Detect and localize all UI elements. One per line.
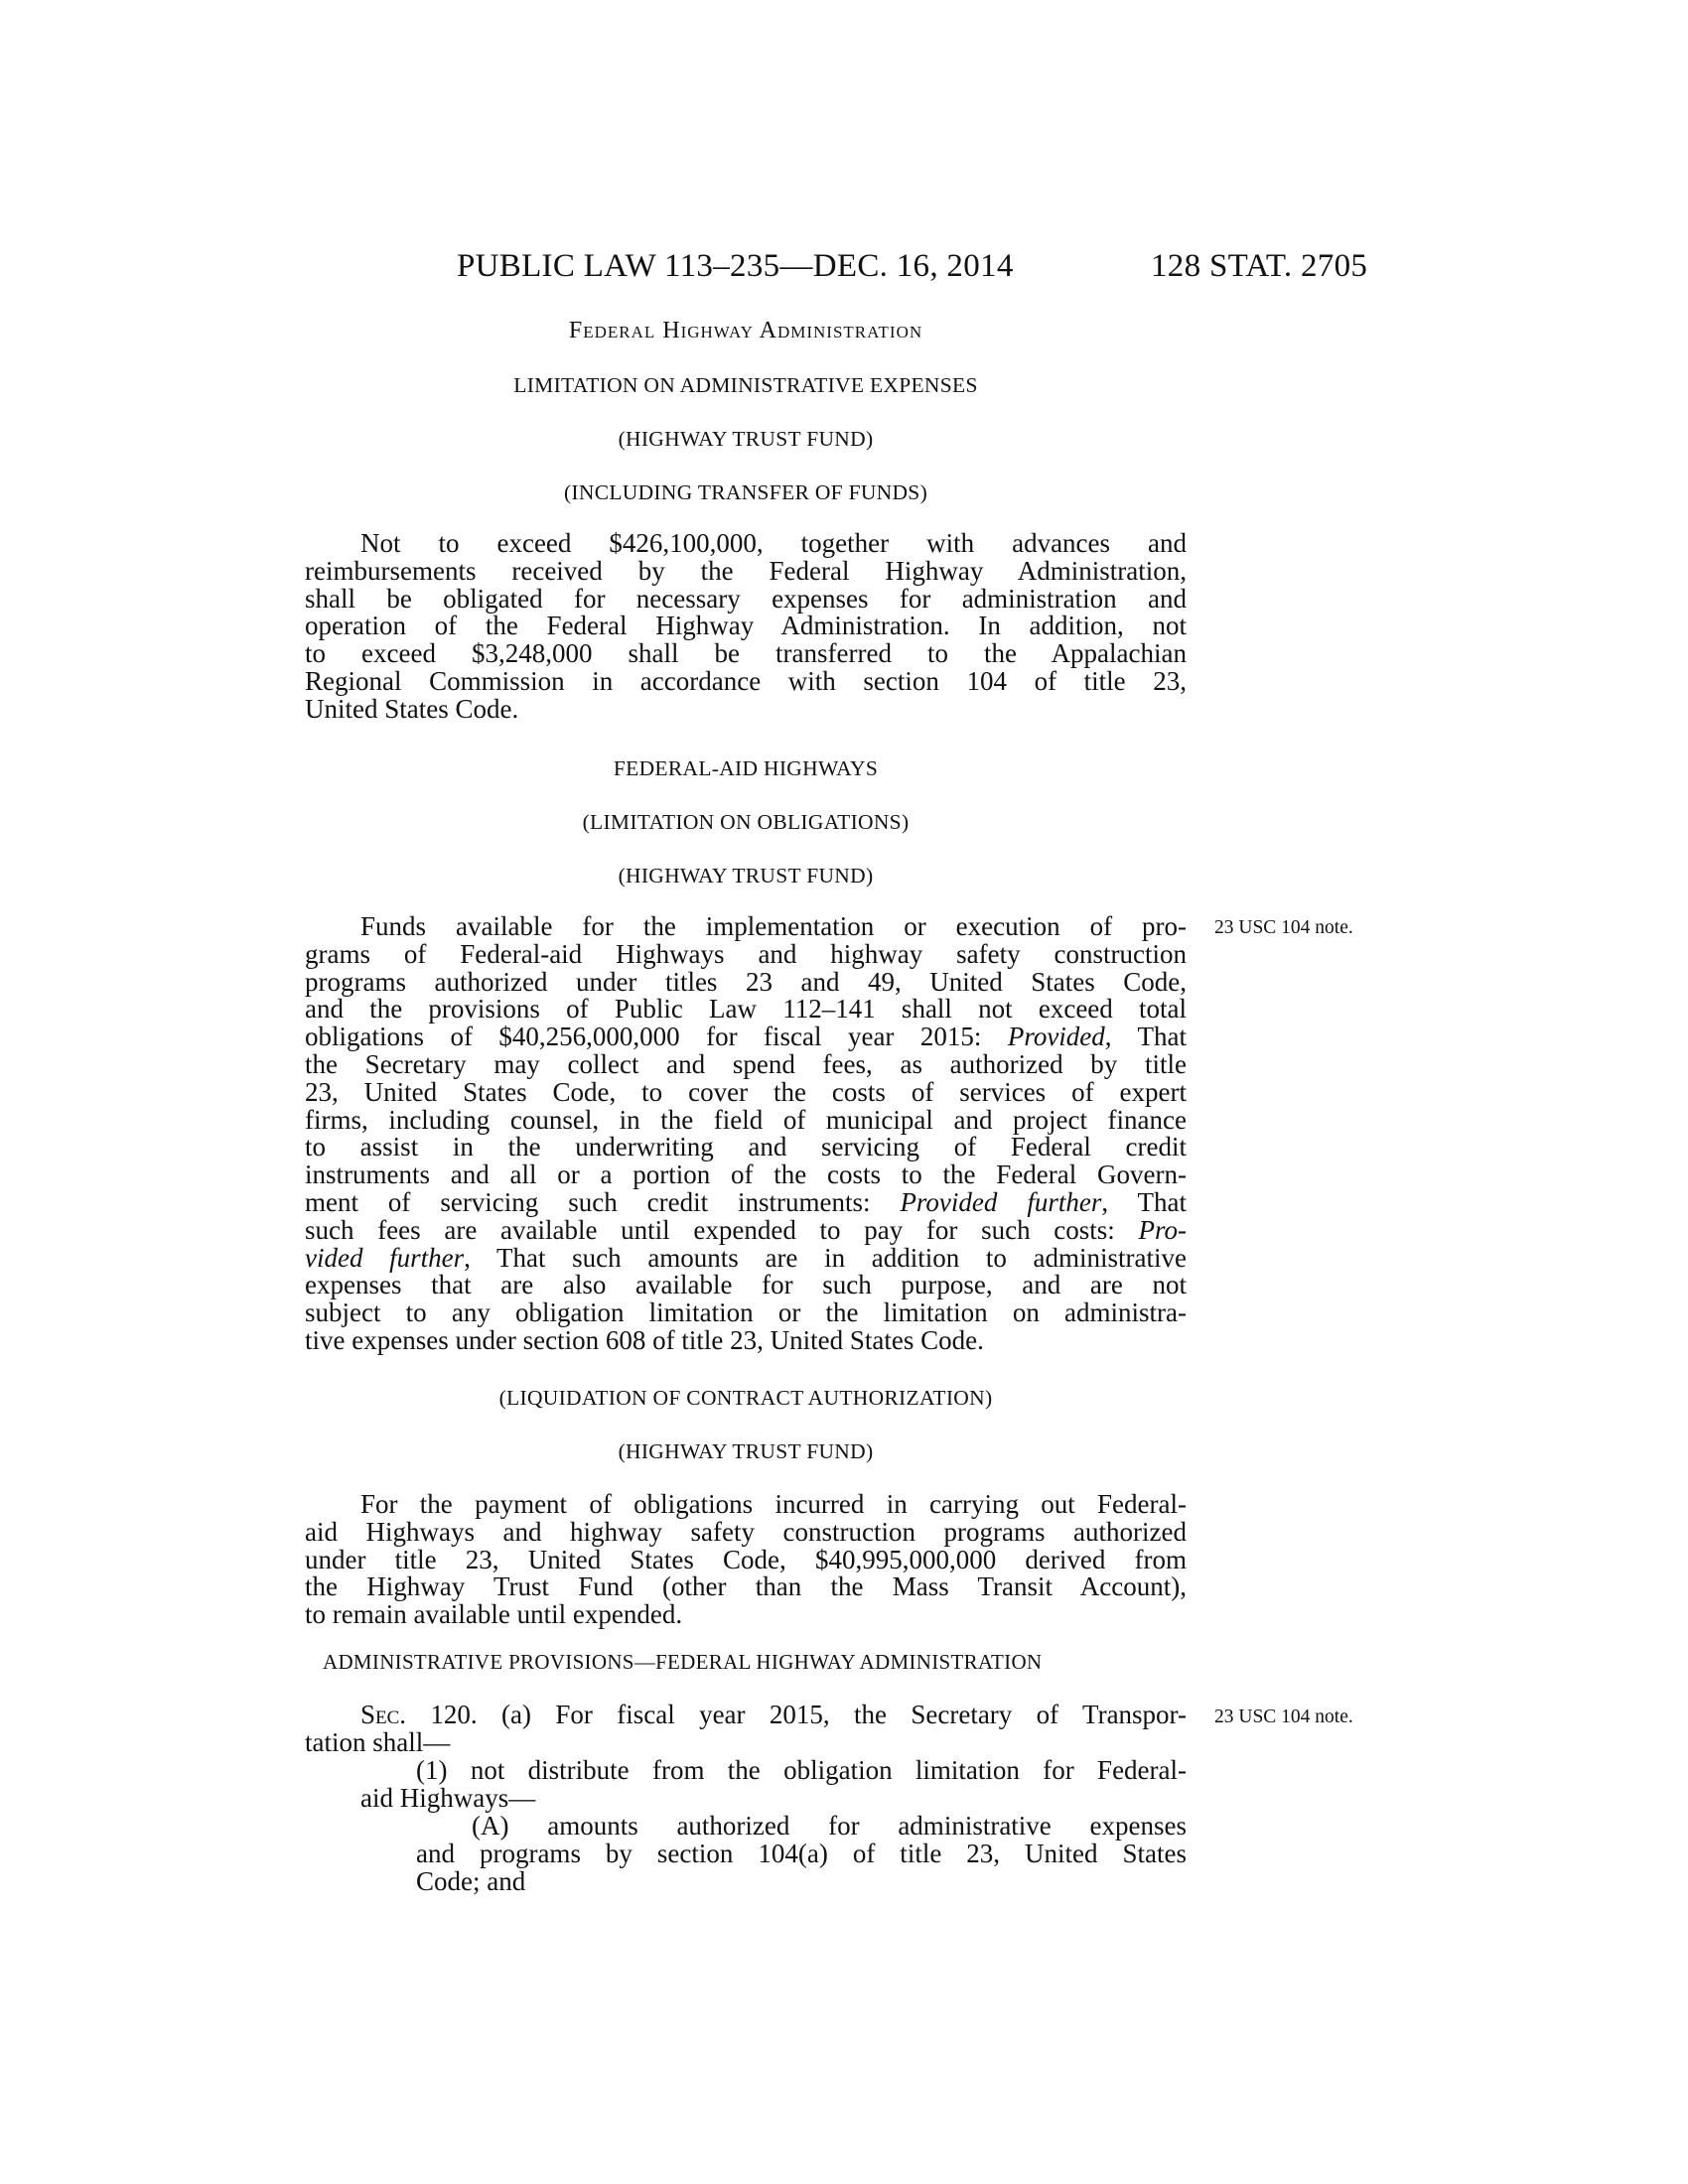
sub1-line: (1) not distribute from the obligation limitation for Federal- <box>416 1755 1187 1785</box>
para2-line: 23, United States Code, to cover the costs of services of expert <box>305 1076 1187 1107</box>
para2-text: such fees are available until expended to pay for such costs: <box>305 1214 1139 1245</box>
sec120-line: tation shall— <box>305 1726 451 1757</box>
subsection-A <box>416 1813 1187 1895</box>
subA-line: and programs by section 104(a) of title 23, United States <box>416 1838 1187 1868</box>
heading-admin-provisions: ADMINISTRATIVE PROVISIONS—FEDERAL HIGHWAY ADMINISTRATION <box>323 1650 1043 1674</box>
para1-line: to exceed $3,248,000 shall be transferred to the Appalachian <box>305 638 1187 669</box>
para2-italic: vided further <box>305 1242 465 1273</box>
paragraph-liquidation <box>305 1491 1187 1629</box>
para2-line: instruments and all or a portion of the costs to the Federal Govern- <box>305 1160 1187 1190</box>
subA-line: Code; and <box>416 1865 526 1896</box>
para2-line <box>305 1024 1187 1051</box>
paragraph-admin-expenses <box>305 530 1187 724</box>
para2-text: , That <box>1104 1022 1187 1052</box>
heading-limitation-obligations: (LIMITATION ON OBLIGATIONS) <box>582 810 910 834</box>
para2-line <box>305 1214 1187 1245</box>
para1-line: Not to exceed $426,100,000, together with advances and <box>360 528 1187 558</box>
running-header-law: PUBLIC LAW 113–235—DEC. 16, 2014 <box>457 248 1014 284</box>
para2-line: and the provisions of Public Law 112–141 shall not exceed total <box>305 994 1187 1024</box>
section-120 <box>305 1702 1187 1757</box>
heading-agency: Federal Highway Administration <box>568 318 923 343</box>
para3-line: aid Highways and highway safety construction programs authorized <box>305 1516 1187 1547</box>
heading-highway-trust-fund-3: (HIGHWAY TRUST FUND) <box>618 1439 874 1463</box>
para3-line: the Highway Trust Fund (other than the Mass Transit Account), <box>305 1571 1187 1602</box>
para2-line: tive expenses under section 608 of title 23, United States Code. <box>305 1324 984 1355</box>
subsection-1 <box>360 1757 1187 1813</box>
para2-line: grams of Federal-aid Highways and highway safety construction <box>305 938 1187 969</box>
para1-line: reimbursements received by the Federal Highway Administration, <box>305 555 1187 586</box>
para1-line: operation of the Federal Highway Administration. In addition, not <box>305 611 1187 641</box>
heading-highway-trust-fund-1: (HIGHWAY TRUST FUND) <box>618 427 874 451</box>
para2-line: Funds available for the implementation or execution of pro- <box>360 911 1187 941</box>
para3-line: under title 23, United States Code, $40,995,000,000 derived from <box>305 1544 1187 1574</box>
para2-line: programs authorized under titles 23 and 49, United States Code, <box>305 966 1187 997</box>
para2-text: , That <box>1101 1186 1187 1217</box>
sec-label: Sec. <box>360 1700 407 1729</box>
para2-line: subject to any obligation limitation or the limitation on administra- <box>305 1297 1187 1328</box>
heading-federal-aid-highways: FEDERAL-AID HIGHWAYS <box>613 756 879 780</box>
para2-text: ment of servicing such credit instruments: <box>305 1186 901 1217</box>
sub1-line: aid Highways— <box>360 1782 536 1813</box>
para3-line: For the payment of obligations incurred in carrying out Federal- <box>360 1489 1187 1519</box>
para2-line: expenses that are also available for such purpose, and are not <box>305 1270 1187 1300</box>
para2-line <box>305 1186 1187 1217</box>
subA-line: (A) amounts authorized for administrative expenses <box>472 1811 1187 1841</box>
para2-line: firms, including counsel, in the field of municipal and project finance <box>305 1104 1187 1135</box>
margin-note-1: 23 USC 104 note. <box>1214 917 1353 938</box>
para2-line: the Secretary may collect and spend fees, as authorized by title <box>305 1048 1187 1079</box>
heading-limitation-admin: LIMITATION ON ADMINISTRATIVE EXPENSES <box>513 373 978 397</box>
para2-text: , That such amounts are in addition to administrative <box>464 1242 1187 1273</box>
sec120-text: 120. (a) For fiscal year 2015, the Secretary of Transpor- <box>406 1700 1187 1729</box>
para2-italic: Pro- <box>1138 1214 1187 1245</box>
para2-line: to assist in the underwriting and servicing of Federal credit <box>305 1132 1187 1162</box>
para2-italic: Provided <box>1007 1022 1105 1052</box>
para2-italic: Provided further <box>900 1186 1102 1217</box>
para1-line: Regional Commission in accordance with section 104 of title 23, <box>305 665 1187 696</box>
para1-line: United States Code. <box>305 693 519 724</box>
para2-text: obligations of $40,256,000,000 for fiscal year 2015: <box>305 1022 1008 1052</box>
sec120-line <box>305 1702 1187 1729</box>
margin-note-2: 23 USC 104 note. <box>1214 1706 1353 1727</box>
paragraph-obligation-limits <box>305 913 1187 1355</box>
para2-line <box>305 1242 1187 1273</box>
running-header-stat: 128 STAT. 2705 <box>1151 248 1368 284</box>
heading-transfer-of-funds: (INCLUDING TRANSFER OF FUNDS) <box>563 480 928 504</box>
para3-line: to remain available until expended. <box>305 1599 683 1630</box>
heading-highway-trust-fund-2: (HIGHWAY TRUST FUND) <box>618 864 874 887</box>
para1-line: shall be obligated for necessary expenses for administration and <box>305 583 1187 614</box>
heading-liquidation: (LIQUIDATION OF CONTRACT AUTHORIZATION) <box>498 1386 993 1410</box>
